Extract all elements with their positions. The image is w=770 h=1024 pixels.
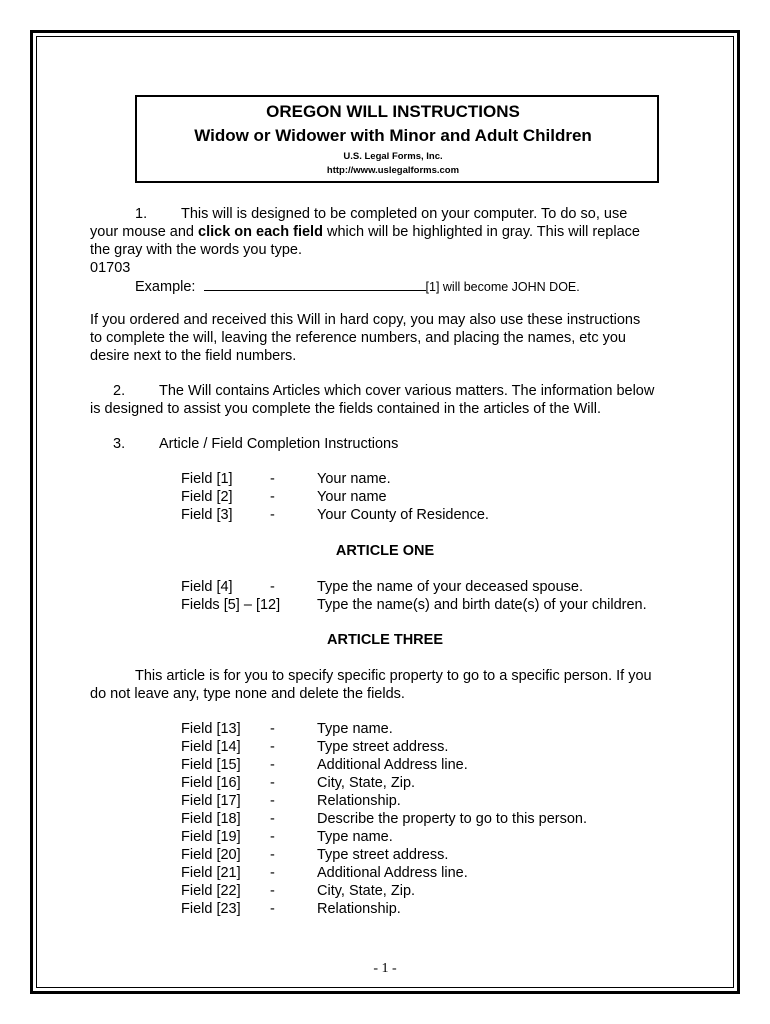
field-label: Field [17] [181,793,241,809]
field-dash: - [270,829,275,845]
company-name: U.S. Legal Forms, Inc. [343,151,443,162]
field-description: City, State, Zip. [317,775,416,791]
article-three-para-line-2: do not leave any, type none and delete the fields. [90,686,405,702]
field-description: Type the name of your deceased spouse. [317,579,584,595]
page-number: - 1 - [373,961,397,976]
example-line [135,277,580,296]
section-1-line-2-tail: which will be highlighted in gray. This will replace [322,224,640,240]
field-label: Field [14] [181,739,241,755]
field-description: Type name. [317,721,393,737]
field-dash: - [270,757,275,773]
document-subtitle: Widow or Widower with Minor and Adult Children [194,126,592,145]
field-description: Your County of Residence. [317,507,489,523]
field-dash: - [270,793,275,809]
article-three-heading: ARTICLE THREE [327,632,443,648]
field-label: Fields [5] – [12] [181,597,281,613]
hardcopy-line-3: desire next to the field numbers. [90,348,297,364]
field-dash: - [270,775,275,791]
field-description: Relationship. [317,901,401,917]
field-label: Field [1] [181,471,233,487]
field-description: Type the name(s) and birth date(s) of your children. [317,597,647,613]
field-label: Field [15] [181,757,241,773]
field-label: Field [3] [181,507,233,523]
example-label: Example: [135,279,196,295]
field-label: Field [16] [181,775,241,791]
field-dash: - [270,507,275,523]
field-label: Field [2] [181,489,233,505]
section-1-line-1: This will is designed to be completed on your computer. To do so, use [181,206,628,222]
section-2-number: 2. [113,383,126,399]
article-three-para-line-1: This article is for you to specify specific property to go to a specific person. If you [135,668,652,684]
field-label: Field [23] [181,901,241,917]
section-1-number: 1. [135,206,148,222]
hardcopy-line-2: to complete the will, leaving the reference numbers, and placing the names, etc you [90,330,626,346]
field-dash: - [270,739,275,755]
example-blank-field [204,277,426,291]
field-dash: - [270,865,275,881]
hardcopy-line-1: If you ordered and received this Will in hard copy, you may also use these instructions [90,312,641,328]
section-3-title: Article / Field Completion Instructions [159,436,399,452]
field-dash: - [270,489,275,505]
field-label: Field [19] [181,829,241,845]
field-description: Relationship. [317,793,401,809]
field-description: Your name [317,489,387,505]
section-3-number: 3. [113,436,126,452]
field-description: Additional Address line. [317,757,468,773]
field-dash: - [270,901,275,917]
field-description: City, State, Zip. [317,883,416,899]
field-label: Field [20] [181,847,241,863]
section-2-line-1: The Will contains Articles which cover various matters. The information below [159,383,655,399]
document-title: OREGON WILL INSTRUCTIONS [266,102,520,121]
section-1-line-2 [90,223,640,241]
field-dash: - [270,883,275,899]
header [135,95,651,175]
field-description: Additional Address line. [317,865,468,881]
field-label: Field [22] [181,883,241,899]
field-description: Type street address. [317,739,449,755]
field-dash: - [270,721,275,737]
company-url: http://www.uslegalforms.com [326,165,460,176]
field-label: Field [21] [181,865,241,881]
field-label: Field [18] [181,811,241,827]
field-description: Describe the property to go to this person. [317,811,588,827]
article-one-heading: ARTICLE ONE [335,543,435,559]
section-1-line-2-text: your mouse and [90,224,199,240]
field-description: Type street address. [317,847,449,863]
section-1-line-2-bold: click on each field [198,224,323,240]
field-label: Field [13] [181,721,241,737]
field-dash: - [270,847,275,863]
field-dash: - [270,811,275,827]
field-description: Your name. [317,471,391,487]
field-label: Field [4] [181,579,233,595]
section-1-line-3: the gray with the words you type. [90,242,302,258]
form-code: 01703 [90,260,131,276]
field-dash: - [270,471,275,487]
field-dash: - [270,579,275,595]
section-2-line-2: is designed to assist you complete the fields contained in the articles of the Will. [90,401,601,417]
example-result: [1] will become JOHN DOE. [425,280,580,294]
field-description: Type name. [317,829,393,845]
